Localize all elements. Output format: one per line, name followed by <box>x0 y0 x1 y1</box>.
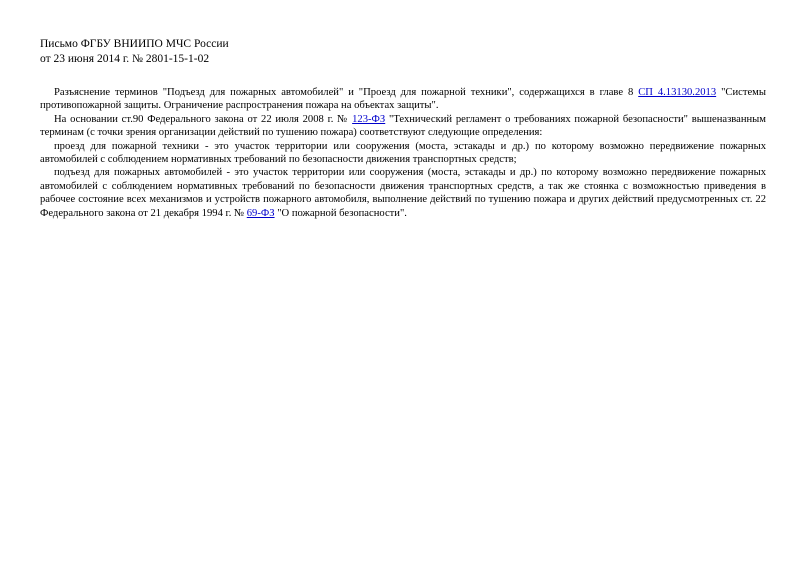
letter-title: Письмо ФГБУ ВНИИПО МЧС России <box>40 38 229 50</box>
paragraph-text: подъезд для пожарных автомобилей - это участок территории или сооружения (моста, эстакады и др.) по которому возможно передвижение пожарных автомобилей с соблюдением нормативных требований по безопасности движения транспортных средств, а так же стоянка с возможностью приведения в рабочее состояние всех механизмов и устройств пожарного автомобиля, выполнение действий по тушению пожара и других действий предусмотренных ст. 22 Федерального закона от 21 декабря 1994 г. № <box>40 167 766 219</box>
paragraph-text: проезд для пожарной техники - это участок территории или сооружения (моста, эстакады и др.) по которому возможно передвижение пожарных автомобилей с соблюдением нормативных требований по безопасности движения транспортных средств; <box>40 140 766 166</box>
paragraph-subject <box>40 86 766 113</box>
document-body <box>40 86 766 220</box>
paragraph-text: "Технический регламент о требованиях пожарной безопасности" вышеназванным терминам (с точки зрения организации действий по тушению пожара) соответствуют следующие определения: <box>40 113 766 139</box>
paragraph-text: Разъяснение терминов "Подъезд для пожарных автомобилей" и "Проезд для пожарной техники", содержащихся в главе 8 <box>54 87 639 98</box>
document-page <box>40 37 766 220</box>
link-123-fz[interactable]: 123-ФЗ <box>352 113 386 125</box>
paragraph-basis <box>40 113 766 140</box>
paragraph-definition-proezd <box>40 140 766 167</box>
paragraph-text: "О пожарной безопасности". <box>274 207 407 219</box>
link-sp-4-13130-2013[interactable]: СП 4.13130.2013 <box>638 87 717 98</box>
paragraph-definition-podezd <box>40 166 766 220</box>
letter-date-number: от 23 июня 2014 г. № 2801-15-1-02 <box>40 53 210 65</box>
paragraph-text: На основании ст.90 Федерального закона от 22 июля 2008 г. № <box>54 113 353 125</box>
link-69-fz[interactable]: 69-ФЗ <box>246 207 275 219</box>
paragraph-text: "Системы противопожарной защиты. Ограничение распространения пожара на объектах защиты". <box>40 87 766 112</box>
